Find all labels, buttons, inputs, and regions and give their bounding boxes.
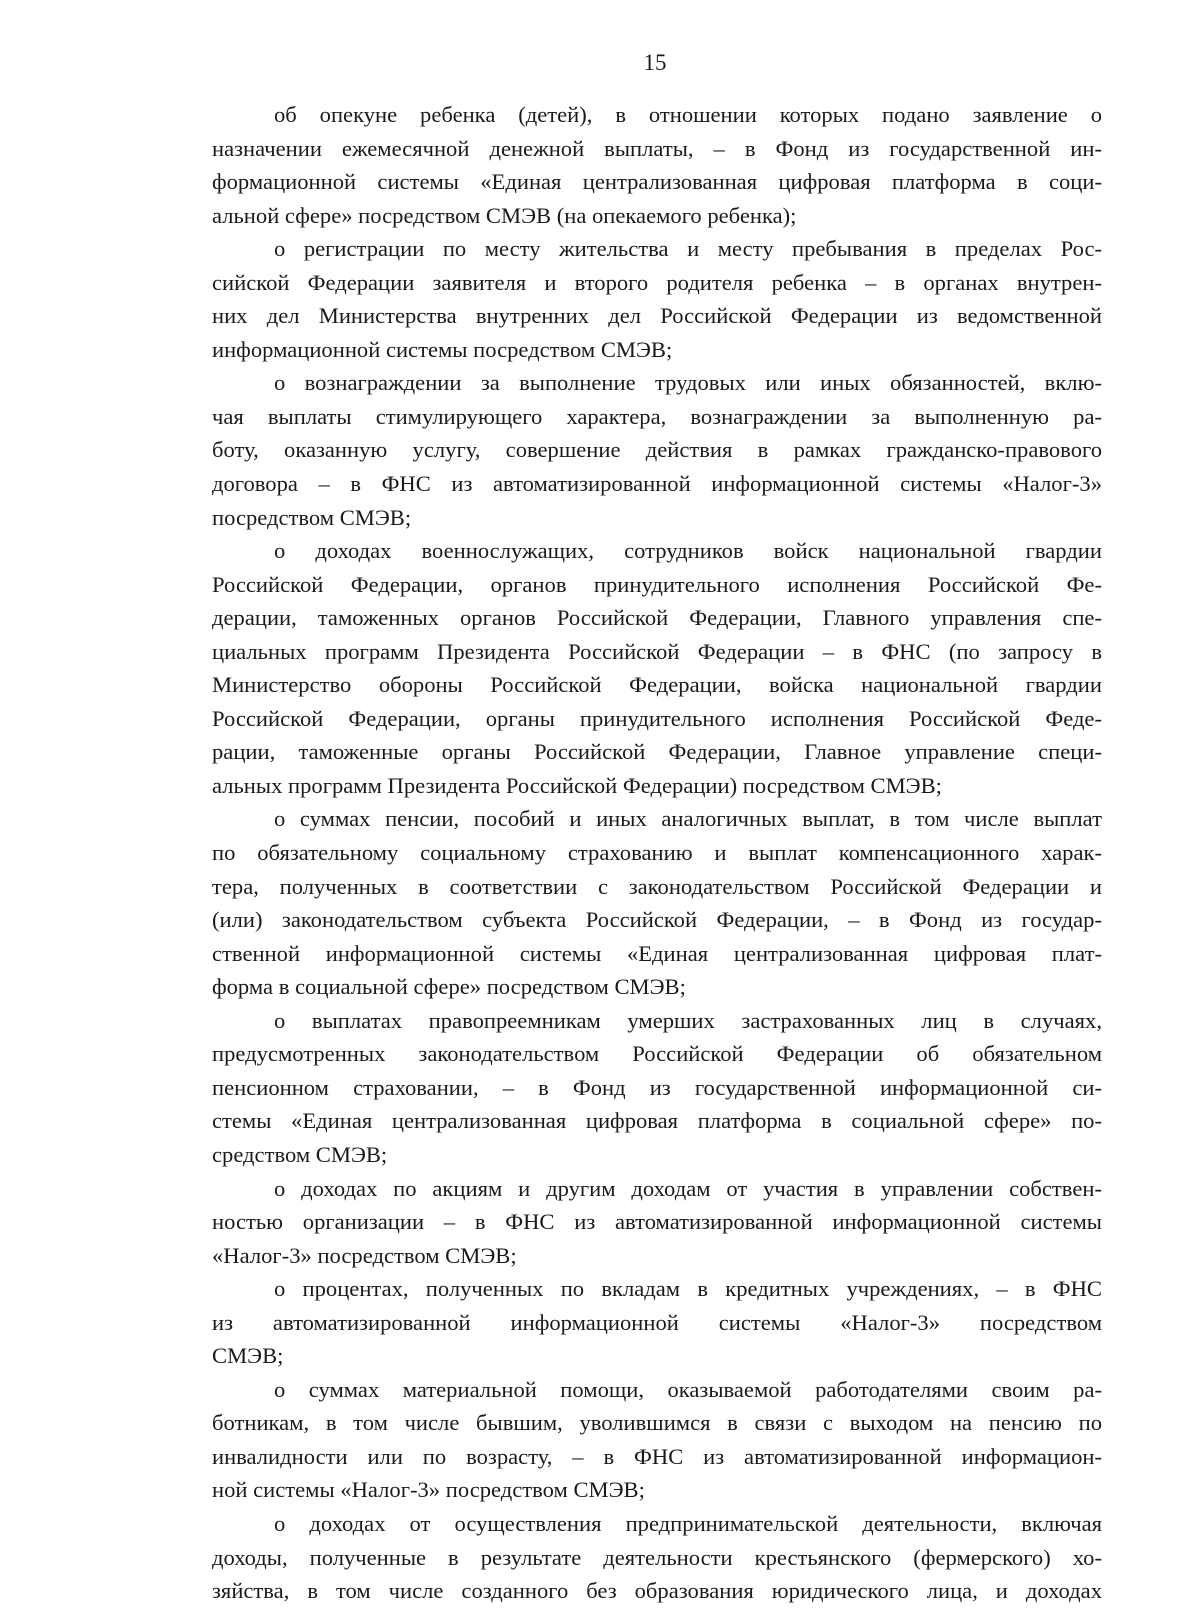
text-line: о доходах по акциям и другим доходам от участия в управлении собствен- xyxy=(274,1175,1102,1201)
text-line: чая выплаты стимулирующего характера, вознаграждении за выполненную ра- xyxy=(212,403,1102,429)
text-line: о доходах военнослужащих, сотрудников войск национальной гвардии xyxy=(274,538,1102,564)
text-line: о суммах материальной помощи, оказываемой работодателями своим ра- xyxy=(274,1376,1102,1402)
text-line: доходы, полученные в результате деятельности крестьянского (фермерского) хо- xyxy=(212,1544,1102,1570)
text-line: ботникам, в том числе бывшим, уволившимся в связи с выходом на пенсию по xyxy=(212,1410,1102,1436)
text-line: боту, оказанную услугу, совершение действия в рамках гражданско-правового xyxy=(212,437,1102,463)
text-line: альных программ Президента Российской Федерации) посредством СМЭВ; xyxy=(212,772,942,798)
text-line: о суммах пенсии, пособий и иных аналогичных выплат, в том числе выплат xyxy=(274,806,1102,832)
text-line: СМЭВ; xyxy=(212,1343,284,1369)
text-line: ностью организации – в ФНС из автоматизированной информационной системы xyxy=(212,1209,1102,1235)
text-line: формационной системы «Единая централизованная цифровая платформа в соци- xyxy=(212,169,1102,195)
text-line: о процентах, полученных по вкладам в кредитных учреждениях, – в ФНС xyxy=(274,1276,1102,1302)
text-line: ственной информационной системы «Единая централизованная цифровая плат- xyxy=(212,940,1102,966)
text-line: тера, полученных в соответствии с законодательством Российской Федерации и xyxy=(212,873,1102,899)
text-line: Российской Федерации, органы принудительного исполнения Российской Феде- xyxy=(212,705,1102,731)
text-line: Министерство обороны Российской Федерации, войска национальной гвардии xyxy=(212,672,1102,698)
text-line: (или) законодательством субъекта Российской Федерации, – в Фонд из государ- xyxy=(212,907,1102,933)
text-line: зяйства, в том числе созданного без образования юридического лица, и доходах xyxy=(212,1578,1102,1604)
text-line: назначении ежемесячной денежной выплаты, – в Фонд из государственной ин- xyxy=(212,135,1102,161)
page-number: 15 xyxy=(643,50,667,75)
text-line: форма в социальной сфере» посредством СМЭВ; xyxy=(212,974,686,1000)
text-line: стемы «Единая централизованная цифровая платформа в социальной сфере» по- xyxy=(212,1108,1102,1134)
text-line: них дел Министерства внутренних дел Российской Федерации из ведомственной xyxy=(212,303,1102,329)
text-line: об опекуне ребенка (детей), в отношении которых подано заявление о xyxy=(274,102,1102,127)
text-line: средством СМЭВ; xyxy=(212,1141,388,1167)
text-line: о выплатах правопреемникам умерших застрахованных лиц в случаях, xyxy=(274,1007,1102,1033)
document-body xyxy=(212,98,1102,1608)
text-line: инвалидности или по возрасту, – в ФНС из автоматизированной информацион- xyxy=(212,1443,1102,1469)
text-line: предусмотренных законодательством Российской Федерации об обязательном xyxy=(212,1041,1102,1067)
text-line: договора – в ФНС из автоматизированной информационной системы «Налог-3» xyxy=(212,471,1102,497)
text-line: по обязательному социальному страхованию и выплат компенсационного харак- xyxy=(212,840,1102,866)
text-line: сийской Федерации заявителя и второго родителя ребенка – в органах внутрен- xyxy=(212,269,1102,295)
text-line: о регистрации по месту жительства и месту пребывания в пределах Рос- xyxy=(274,236,1102,262)
text-line: из автоматизированной информационной системы «Налог-3» посредством xyxy=(212,1309,1102,1335)
text-line: альной сфере» посредством СМЭВ (на опекаемого ребенка); xyxy=(212,202,797,228)
text-line: циальных программ Президента Российской Федерации – в ФНС (по запросу в xyxy=(212,638,1102,664)
text-line: дерации, таможенных органов Российской Федерации, Главного управления спе- xyxy=(212,605,1102,631)
text-line: ной системы «Налог-3» посредством СМЭВ; xyxy=(212,1477,645,1503)
text-line: посредством СМЭВ; xyxy=(212,504,412,530)
text-line: Российской Федерации, органов принудительного исполнения Российской Фе- xyxy=(212,571,1102,597)
text-line: рации, таможенные органы Российской Федерации, Главное управление специ- xyxy=(212,739,1102,765)
text-line: информационной системы посредством СМЭВ; xyxy=(212,336,673,362)
text-line: о доходах от осуществления предпринимательской деятельности, включая xyxy=(274,1510,1102,1536)
text-line: о вознаграждении за выполнение трудовых или иных обязанностей, вклю- xyxy=(274,370,1102,396)
text-line: пенсионном страховании, – в Фонд из государственной информационной си- xyxy=(212,1074,1102,1100)
text-line: «Налог-3» посредством СМЭВ; xyxy=(212,1242,517,1268)
